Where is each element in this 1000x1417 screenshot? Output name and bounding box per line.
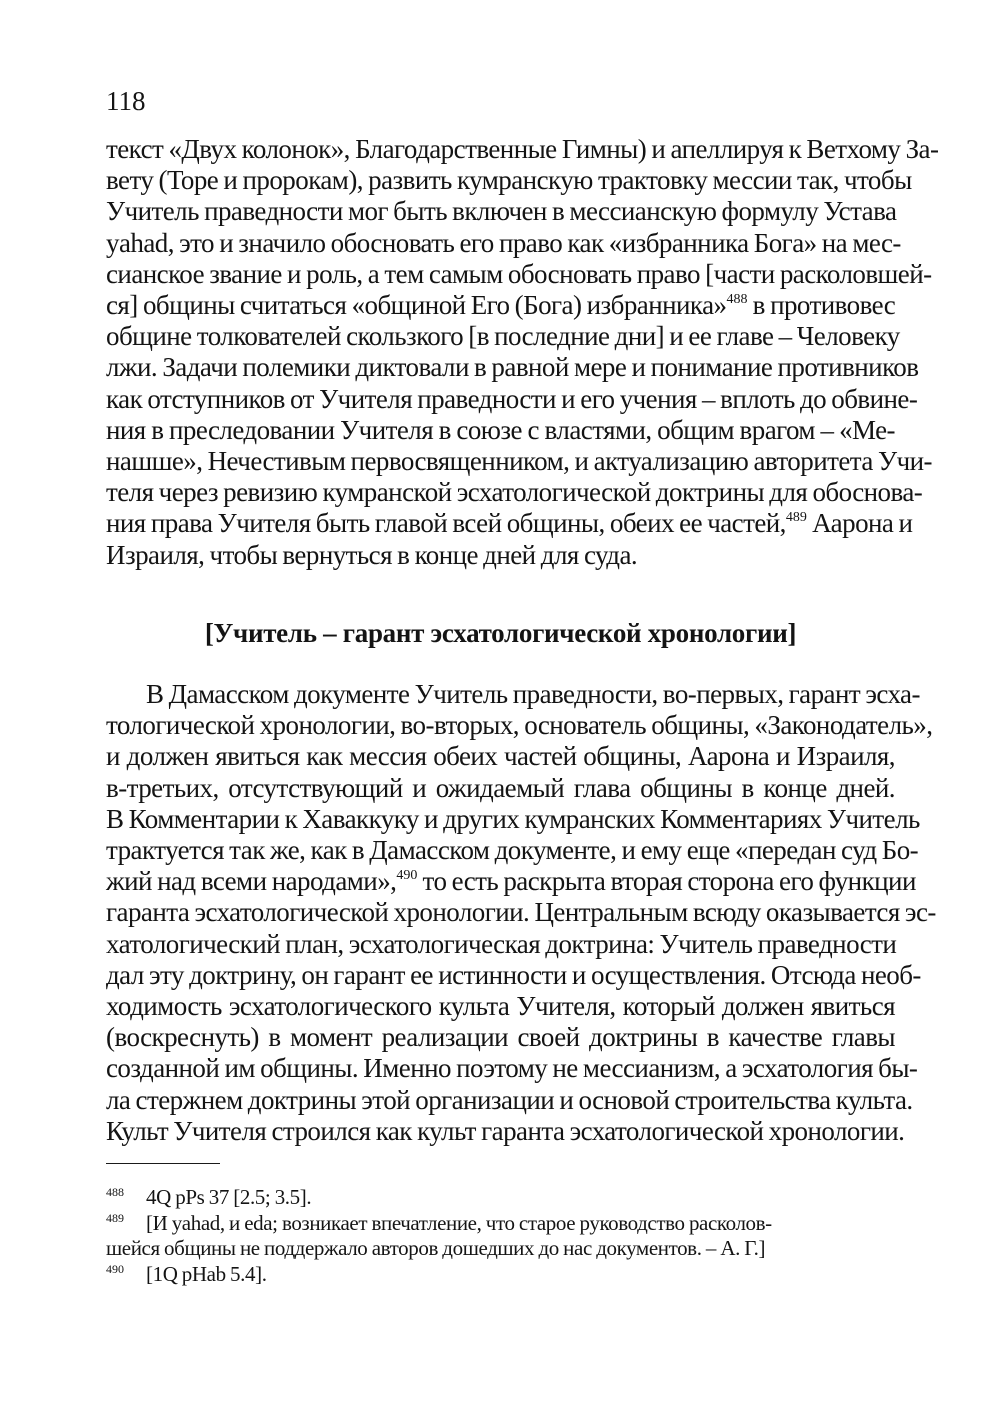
footnote-490: 490 [1Q pHab 5.4]. (106, 1261, 267, 1286)
page-number: 118 (106, 86, 146, 116)
footnote-ref-489[interactable]: 489 (785, 510, 807, 526)
footnote-text: [1Q pHab 5.4]. (146, 1261, 267, 1286)
text-line: и должен явиться как мессия обеих частей общины, Аарона и Израиля, (106, 741, 895, 772)
paragraph-continued (106, 134, 939, 571)
footnote-text: [И yahad, и eda; возникает впечатление, что старое руководство расколов- (146, 1210, 772, 1235)
text-line: созданной им общины. Именно поэтому не мессианизм, а эсхатология бы- (106, 1053, 918, 1084)
text-line: дал эту доктрину, он гарант ее истинности и осуществления. Отсюда необ- (106, 959, 921, 990)
text-segment: в противовес (747, 290, 896, 321)
text-line: ния в преследовании Учителя в союзе с властями, общим врагом – «Ме- (106, 414, 895, 445)
text-line: нашше», Нечестивым первосвященником, и актуализацию авторитета Учи- (106, 446, 932, 477)
text-line: В Дамасском документе Учитель праведности, во-первых, гарант эсха- (146, 679, 920, 709)
footnote-text-continued: шейся общины не поддержало авторов дошедших до нас документов. – А. Г.] (106, 1236, 766, 1260)
text-line: ходимость эсхатологического культа Учителя, который должен явиться (106, 991, 895, 1022)
text-line: Культ Учителя строился как культ гаранта эсхатологической хронологии. (106, 1115, 905, 1146)
text-segment: ся] общины считаться «общиной Его (Бога) избранника» (106, 290, 727, 321)
footnote-ref-488[interactable]: 488 (726, 292, 748, 308)
text-line: В Комментарии к Хаваккуку и других кумранских Комментариях Учитель (106, 803, 920, 834)
text-segment: ния права Учителя быть главой всей общины, обеих ее частей, (106, 508, 786, 539)
text-line: общине толкователей скользкого [в последние дни] и ее главе – Человеку (106, 321, 900, 352)
text-line (106, 290, 895, 321)
text-line (106, 508, 913, 539)
paragraph (106, 679, 936, 1147)
text-line: (воскреснуть) в момент реализации своей доктрины в качестве главы (106, 1022, 895, 1053)
footnote-ref-490[interactable]: 490 (396, 868, 418, 884)
text-line: гаранта эсхатологической хронологии. Центральным всюду оказывается эс- (106, 897, 936, 928)
footnote-text: 4Q pPs 37 [2.5; 3.5]. (146, 1185, 312, 1209)
text-line: хатологический план, эсхатологическая доктрина: Учитель праведности (106, 928, 897, 959)
text-line: тологической хронологии, во-вторых, основатель общины, «Законодатель», (106, 710, 933, 741)
footnote-488: 488 4Q pPs 37 [2.5; 3.5]. (106, 1185, 312, 1209)
text-segment: жий над всеми народами», (106, 866, 397, 897)
text-line: сианское звание и роль, а тем самым обосновать право [части расколовшей- (106, 258, 932, 289)
footnote-divider (106, 1163, 220, 1164)
text-line: вету (Торе и пророкам), развить кумранскую трактовку мессии так, чтобы (106, 165, 912, 196)
text-line: текст «Двух колонок», Благодарственные Гимны) и апеллируя к Ветхому За- (106, 134, 939, 164)
text-line: Израиля, чтобы вернуться в конце дней для суда. (106, 539, 638, 570)
text-line: как отступников от Учителя праведности и его учения – вплоть до обвине- (106, 383, 918, 414)
text-line: Учитель праведности мог быть включен в мессианскую формулу Устава (106, 196, 897, 227)
text-line: трактуется так же, как в Дамасском документе, и ему еще «передан суд Бо- (106, 835, 919, 866)
text-line: ла стержнем доктрины этой организации и основой строительства культа. (106, 1084, 913, 1115)
text-line: в-третьих, отсутствующий и ожидаемый глава общины в конце дней. (106, 772, 895, 803)
text-line (106, 866, 916, 897)
text-line: лжи. Задачи полемики диктовали в равной мере и понимание противников (106, 352, 919, 383)
text-line: теля через ревизию кумранской эсхатологической доктрины для обоснова- (106, 477, 923, 508)
footnotes (106, 1185, 895, 1287)
text-segment: Аарона и (806, 508, 913, 539)
text-line: yahad, это и значило обосновать его право как «избранника Бога» на мес- (106, 227, 901, 258)
text-segment: то есть раскрыта вторая сторона его функции (417, 866, 916, 897)
footnote-489: 489 [И yahad, и eda; возникает впечатление, что старое руководство расколов- (106, 1210, 772, 1235)
section-heading: [Учитель – гарант эсхатологической хронологии] (204, 618, 797, 648)
